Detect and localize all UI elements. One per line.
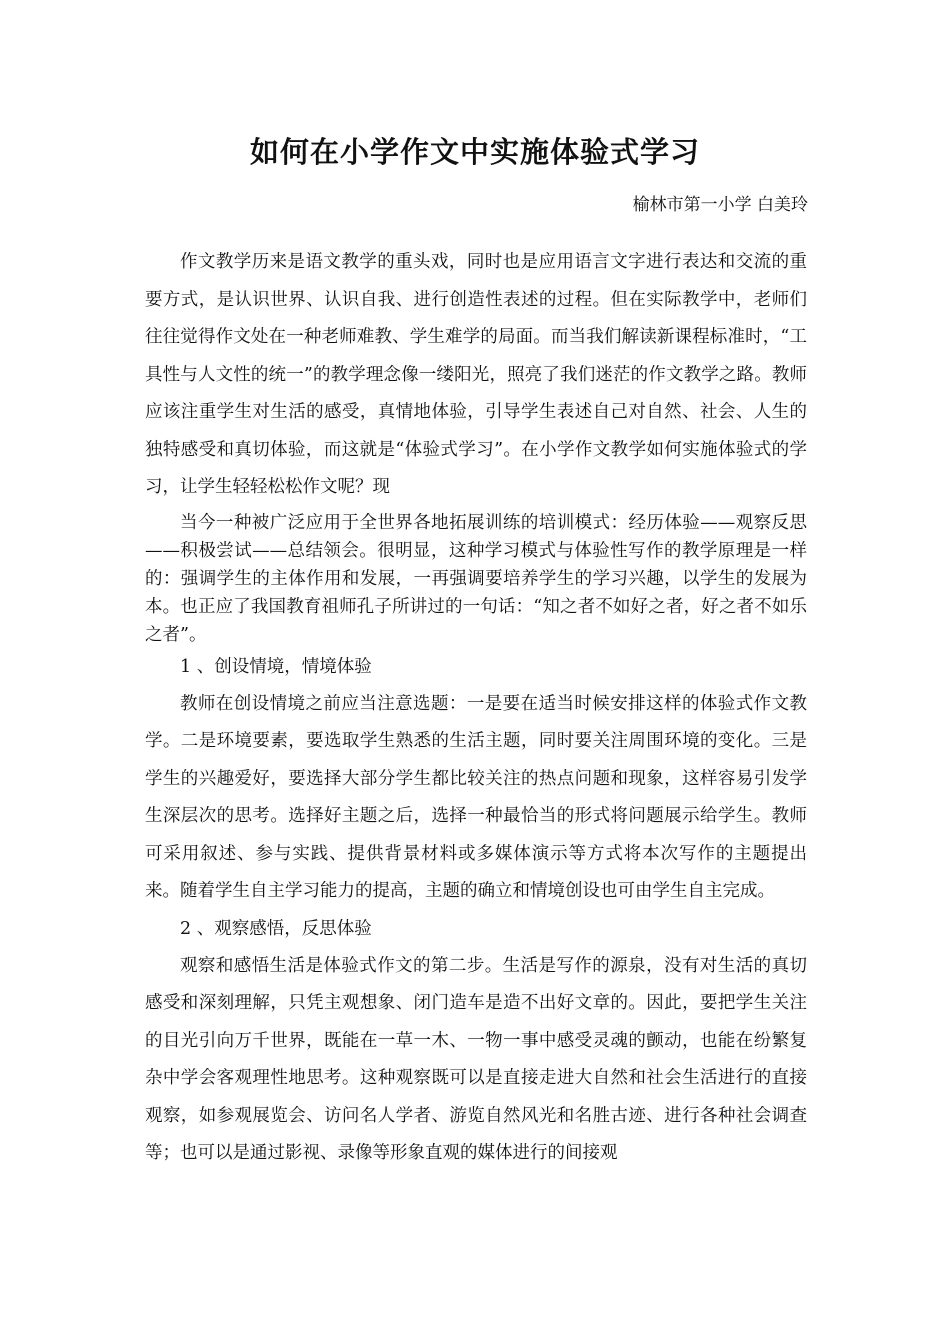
section-heading-1: 1 、创设情境，情境体验 <box>180 656 372 677</box>
document-title: 如何在小学作文中实施体验式学习 <box>249 135 700 169</box>
paragraph-section-2: 观察和感悟生活是体验式作文的第二步。生活是写作的源泉，没有对生活的真切感受和深刻理解，只凭主观想象、闭门造车是造不出好文章的。因此，要把学生关注的目光引向万千世界，既能在一草一木、一物一事中感受灵魂的颤动，也能在纷繁复杂中学会客观理性地思考。这种观察既可以是直接走进大自然和社会生活进行的直接观察，如参观展览会、访问名人学者、游览自然风光和名胜古迹、进行各种社会调查等；也可以是通过影视、录像等形象直观的媒体进行的间接观 <box>145 955 807 1163</box>
paragraph-section-1: 教师在创设情境之前应当注意选题：一是要在适当时候安排这样的体验式作文教学。二是环境要素，要选取学生熟悉的生活主题，同时要关注周围环境的变化。三是学生的兴趣爱好，要选择大部分学生都比较关注的热点问题和现象，这样容易引发学生深层次的思考。选择好主题之后，选择一种最恰当的形式将问题展示给学生。教师可采用叙述、参与实践、提供背景材料或多媒体演示等方式将本次写作的主题提出来。随着学生自主学习能力的提高，主题的确立和情境创设也可由学生自主完成。 <box>145 693 807 901</box>
section-heading-2: 2 、观察感悟，反思体验 <box>180 918 372 939</box>
paragraph-model: 当今一种被广泛应用于全世界各地拓展训练的培训模式：经历体验——观察反思——积极尝试——总结领会。很明显，这种学习模式与体验性写作的教学原理是一样的：强调学生的主体作用和发展，一再强调要培养学生的学习兴趣，以学生的发展为本。也正应了我国教育祖师孔子所讲过的一句话：“知之者不如好之者，好之者不如乐之者”。 <box>145 512 807 645</box>
author-line: 榆林市第一小学 白美玲 <box>632 195 808 215</box>
paragraph-intro: 作文教学历来是语文教学的重头戏，同时也是应用语言文字进行表达和交流的重要方式，是认识世界、认识自我、进行创造性表述的过程。但在实际教学中，老师们往往觉得作文处在一种老师难教、学生难学的局面。而当我们解读新课程标准时，“工具性与人文性的统一”的教学理念像一缕阳光，照亮了我们迷茫的作文教学之路。教师应该注重学生对生活的感受，真情地体验，引导学生表述自己对自然、社会、人生的独特感受和真切体验，而这就是“体验式学习”。在小学作文教学如何实施体验式的学习，让学生轻轻松松作文呢？现 <box>145 252 807 497</box>
document-body <box>145 244 807 1173</box>
